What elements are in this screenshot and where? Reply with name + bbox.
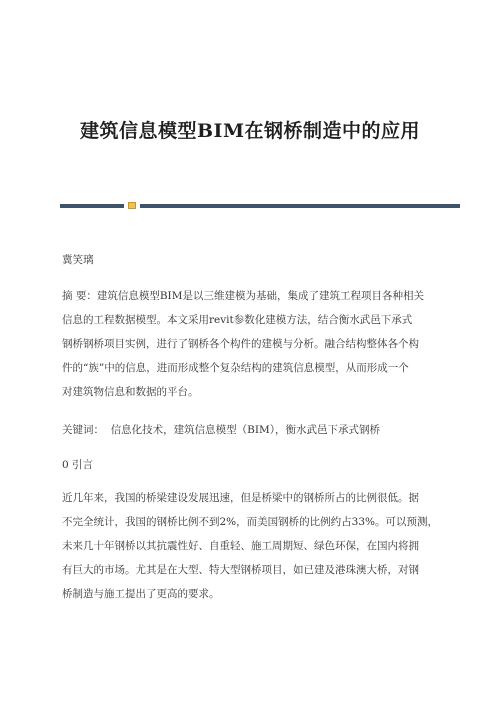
keywords-value: 信息化技术，建筑信息模型（BIM），衡水武邑下承式钢桥 bbox=[110, 424, 381, 436]
divider-bar-right bbox=[140, 204, 460, 208]
document-title: 建筑信息模型BIM在钢桥制造中的应用 bbox=[80, 120, 420, 142]
abstract-line: 钢桥钢桥项目实例，进行了钢桥各个构件的建模与分析。融合结构整体各个构 bbox=[62, 338, 419, 350]
author-name: 冀笑璃 bbox=[62, 254, 94, 266]
section-heading: 0 引言 bbox=[62, 459, 94, 471]
abstract-line: 信息的工程数据模型。本文采用revit参数化建模方法，结合衡水武邑下承式 bbox=[62, 314, 413, 326]
body-paragraph bbox=[62, 486, 440, 606]
body-line: 未来几十年钢桥以其抗震性好、自重轻、施工周期短、绿色环保，在国内将拥 bbox=[62, 540, 419, 552]
body-line: 桥制造与施工提出了更高的要求。 bbox=[62, 588, 220, 600]
body-line: 近几年来，我国的桥梁建设发展迅速，但是桥梁中的钢桥所占的比例很低。据 bbox=[62, 492, 419, 504]
abstract-line: 摘 要：建筑信息模型BIM是以三维建模为基础，集成了建筑工程项目各种相关 bbox=[62, 290, 424, 302]
body-line: 有巨大的市场。尤其是在大型、特大型钢桥项目，如已建及港珠澳大桥，对钢 bbox=[62, 564, 419, 576]
book-icon bbox=[128, 202, 136, 209]
abstract-line: 对建筑物信息和数据的平台。 bbox=[62, 386, 199, 398]
keywords-block bbox=[62, 418, 440, 442]
title-divider bbox=[60, 203, 460, 209]
divider-bar-left bbox=[60, 204, 124, 208]
abstract-block bbox=[62, 284, 440, 404]
keywords-label: 关键词： bbox=[62, 424, 104, 436]
body-line: 不完全统计，我国的钢桥比例不到2%，而美国钢桥的比例约占33%。可以预测， bbox=[62, 516, 438, 528]
abstract-line: 件的“族”中的信息，进而形成整个复杂结构的建筑信息模型，从而形成一个 bbox=[62, 362, 409, 374]
abstract-label: 摘 要： bbox=[62, 290, 97, 302]
